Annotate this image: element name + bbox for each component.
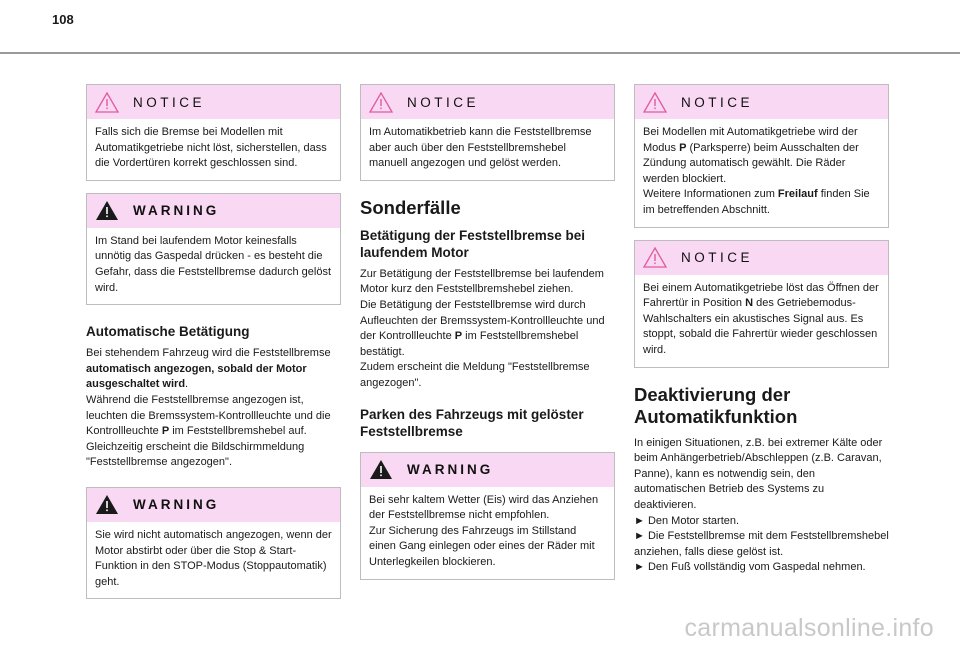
notice-box xyxy=(634,84,889,228)
caution-outline-icon xyxy=(643,92,667,113)
paragraph: Während die Feststellbremse angezogen ist, leuchten die Bremssystem-Kontrollleuchte und die Kontrollleuchte P im Feststellbremshebel auf. xyxy=(86,393,331,438)
warning-box xyxy=(360,452,615,580)
warning-filled-icon xyxy=(95,494,119,515)
notice-header xyxy=(635,241,888,275)
notice-title: NOTICE xyxy=(681,250,754,266)
section-heading: Automatische Betätigung xyxy=(86,324,250,340)
caution-outline-icon xyxy=(95,92,119,113)
warning-text: Im Stand bei laufendem Motor keinesfalls unnötig das Gaspedal drücken - es besteht die Gefahr, dass die Feststellbremse dadurch gelöst wird. xyxy=(95,234,332,294)
notice-text: Bei Modellen mit Automatikgetriebe wird der Modus P (Parksperre) beim Ausschalten der Zündung automatisch gewählt. Die Räder werden blockiert. Weitere Informationen zum Freilauf finden Sie im betreffenden Abschnitt. xyxy=(643,126,870,216)
paragraph: Zur Betätigung der Feststellbremse bei laufendem Motor kurz den Feststellbremshebel ziehen. xyxy=(360,267,604,296)
warning-title: WARNING xyxy=(407,462,494,478)
warning-header xyxy=(87,488,340,522)
caution-outline-icon xyxy=(369,92,393,113)
notice-box xyxy=(86,84,341,181)
notice-text: Falls sich die Bremse bei Modellen mit Automatikgetriebe nicht löst, sicherstellen, dass die Vordertüren korrekt geschlossen sind. xyxy=(95,126,327,170)
caution-outline-icon xyxy=(643,247,667,268)
notice-title: NOTICE xyxy=(133,94,206,110)
warning-title: WARNING xyxy=(133,497,220,513)
paragraph: Bei stehendem Fahrzeug wird die Feststellbremse automatisch angezogen, sobald der Motor ausgeschaltet wird. xyxy=(86,347,331,391)
header-rule xyxy=(0,52,960,54)
column-1 xyxy=(86,84,341,611)
notice-box xyxy=(360,84,615,181)
page-number: 108 xyxy=(52,12,74,27)
warning-header xyxy=(87,194,340,228)
warning-filled-icon xyxy=(95,200,119,221)
paragraph: Gleichzeitig erscheint die Bildschirmmeldung "Feststellbremse angezogen". xyxy=(86,440,305,469)
notice-text: Im Automatikbetrieb kann die Feststellbremse aber auch über den Feststellbremshebel manuell angezogen und gelöst werden. xyxy=(369,126,592,170)
warning-text: Bei sehr kaltem Wetter (Eis) wird das Anziehen der Feststellbremse nicht empfohlen. Zur Sicherung des Fahrzeugs im Stillstand einen Gang einlegen oder eines der Räder mit Unterlegkeilen blockieren. xyxy=(369,493,599,568)
notice-header xyxy=(635,85,888,119)
warning-box xyxy=(86,487,341,599)
warning-text: Sie wird nicht automatisch angezogen, wenn der Motor abstirbt oder über die Stop & Start-Funktion in den STOP-Modus (Stoppautomatik) geht. xyxy=(95,528,332,588)
step-item: ► Den Motor starten. xyxy=(634,514,740,527)
warning-title: WARNING xyxy=(133,203,220,219)
paragraph: Zudem erscheint die Meldung "Feststellbremse angezogen". xyxy=(360,361,590,389)
subsection-heading: Betätigung der Feststellbremse bei laufendem Motor xyxy=(360,227,586,260)
notice-title: NOTICE xyxy=(681,94,754,110)
column-3 xyxy=(634,84,889,586)
notice-header xyxy=(87,85,340,119)
notice-title: NOTICE xyxy=(407,94,480,110)
warning-filled-icon xyxy=(369,459,393,480)
section-title: Deaktivierung der Automatikfunktion xyxy=(634,383,798,427)
section-title: Sonderfälle xyxy=(360,196,461,218)
notice-header xyxy=(361,85,614,119)
paragraph: In einigen Situationen, z.B. bei extremer Kälte oder beim Anhängerbetrieb/Abschleppen (z.B. Caravan, Panne), kann es notwendig sein, den automatischen Betrieb des Systems zu deaktivieren. xyxy=(634,436,883,511)
paragraph: Die Betätigung der Feststellbremse wird durch Aufleuchten der Bremssystem-Kontrollleuchte und der Kontrollleuchte P im Feststellbremshebel bestätigt. xyxy=(360,298,605,358)
subsection-heading: Parken des Fahrzeugs mit gelöster Feststellbremse xyxy=(360,406,584,439)
step-item: ► Die Feststellbremse mit dem Feststellbremshebel anziehen, falls diese gelöst ist. xyxy=(634,530,889,558)
step-item: ► Den Fuß vollständig vom Gaspedal nehmen. xyxy=(634,561,866,574)
warning-box xyxy=(86,193,341,305)
watermark: carmanualsonline.info xyxy=(684,614,934,642)
column-2 xyxy=(360,84,615,592)
notice-text: Bei einem Automatikgetriebe löst das Öffnen der Fahrertür in Position N des Getriebemodus-Wahlschalters ein akustisches Signal aus. Es stoppt, sobald die Fahrertür wieder geschlossen wird. xyxy=(643,281,879,356)
warning-header xyxy=(361,453,614,487)
notice-box xyxy=(634,240,889,368)
